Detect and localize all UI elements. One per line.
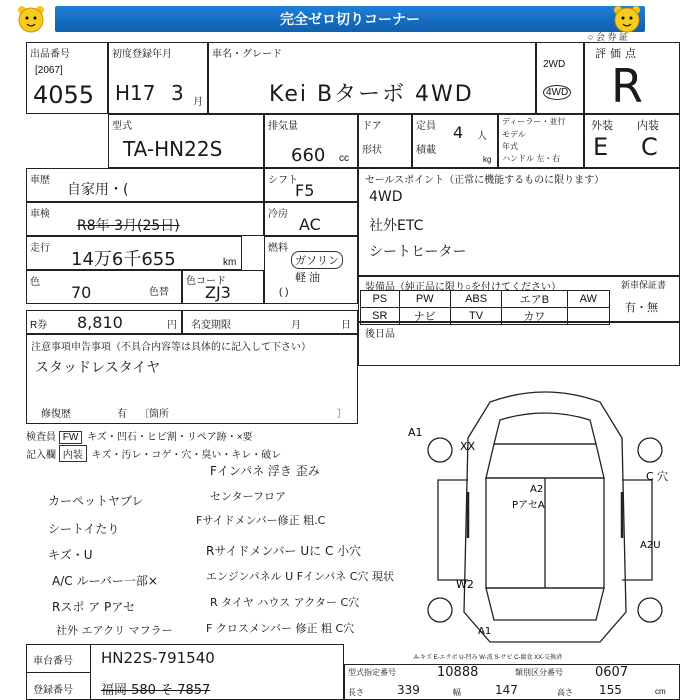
length-value: 339 [397,683,420,697]
car-windshield [486,444,604,478]
first-reg-cell [108,42,208,114]
fuel-cell [264,236,358,304]
load-unit: kg [483,155,492,164]
color-label: 色 [30,277,40,288]
color-cell [26,270,182,304]
left-note-3: キズ・U [48,548,93,562]
mark-pa: PアセA [512,500,545,511]
capacity-label: 定員 [416,121,436,132]
equipment-table [360,290,610,325]
wheel-rr [638,598,662,622]
equip-leather: カワ [502,308,567,325]
mark-a2u: A2U [640,540,661,551]
repair-close: 〕 [337,409,347,420]
inspection-cell [26,202,264,236]
notes-cell [26,334,358,424]
repair-label: 修復歴 [41,409,71,420]
bottom-left-table [26,644,344,700]
chassis-value: HN22S-791540 [101,649,215,667]
recycle-value: 8,810 [77,313,123,332]
repair-value: 有 [117,409,127,420]
mark-w2: W2 [456,578,474,591]
shift-cell [264,168,358,202]
drive-cell [536,42,584,114]
inspection-value: R8年 3月(25日) [77,218,180,234]
inspector-row [26,428,253,444]
record-items: キズ・汚レ・コゲ・穴・臭い・キレ・破レ [91,450,282,461]
capacity-value: 4 [453,123,464,142]
first-reg-month: 3 [171,81,184,105]
right-note-7: F クロスメンバー 修正 粗 C穴 [206,622,355,635]
equip-pw: PW [399,291,450,308]
inspector-label: 検査員 [26,432,56,443]
corner-stamp-text: ○ 会 券 証 [588,32,628,42]
usage-label: 車歴 [30,175,50,186]
steering-label: ハンドル 左・右 [502,154,561,163]
record-inside: 内装 [59,445,87,462]
first-reg-era: H17 [115,81,156,105]
first-reg-label: 初度登録年月 [112,49,172,60]
usage-cell [26,168,264,202]
length-label: 長さ [348,688,364,697]
equip-tv: TV [450,308,501,325]
bottom-right-table [344,664,680,700]
bear-mascot-left-icon [16,4,46,34]
new-warranty-label: 新車保証書 [621,280,667,290]
new-warranty-value: 有・無 [625,302,658,314]
car-damage-diagram [400,380,690,650]
exterior-value: E [593,133,609,161]
registration-label: 登録番号 [33,685,73,696]
displacement-label: 排気量 [268,121,298,132]
displacement-cell [264,114,358,168]
doors-cell [358,114,412,168]
width-label: 幅 [453,688,461,697]
color-code-cell [182,270,264,304]
damage-legend: A-キズ E-エクボ U-凹み W-波 S-サビ C-腐食 XX-交換済 [414,655,563,661]
class-no-label: 類別区分番号 [515,668,563,677]
color-code-value: ZJ3 [205,283,231,302]
lot-label: 出品番号 [30,49,70,60]
color-change-label: 色替 [149,287,169,298]
right-note-4: Rサイドメンバー Uに C 小穴 [206,544,362,558]
interior-value: C [641,133,658,161]
notes-label: 注意事項申告事項（不具合内容等は具体的に記入して下さい） [31,342,311,353]
left-note-5: Rスポ ア Pアセ [52,600,136,614]
car-rear-window [486,588,604,620]
shift-label: シフト [268,175,298,186]
ext-int-cell [584,114,680,168]
record-row [26,445,281,462]
right-note-3: Fサイドメンバー修正 粗.C [196,514,326,527]
displacement-value: 660 [291,145,326,166]
equip-aw: AW [567,291,609,308]
equip-abs: ABS [450,291,501,308]
load-label: 積載 [416,145,436,156]
capacity-cell [412,114,498,168]
inspection-label: 車検 [30,209,50,220]
fuel-gas: ガソリン [291,251,343,269]
wheel-fl [428,438,452,462]
dealer-cell [498,114,584,168]
mark-c-right: C 穴 [646,470,669,483]
right-note-5: エンジンパネル U Fインパネ C穴 現状 [206,570,394,583]
car-right-side [622,480,652,580]
height-value: 155 [599,683,622,697]
first-reg-month-unit: 月 [193,97,203,108]
model-year-label: モデル [502,130,526,139]
drive-4wd: 4WD [543,85,571,100]
rear-items-cell [358,322,680,366]
left-note-4: A/C ルーバー一部× [52,574,158,588]
aircon-cell [264,202,358,236]
fuel-other: ( ) [279,287,289,298]
equip-airbag: エアB [502,291,567,308]
mileage-unit: km [223,257,237,268]
left-note-6: 社外 エアクリ マフラー [56,624,173,637]
sales-point-1: 4WD [369,189,403,205]
wheel-fr [638,438,662,462]
chassis-label: 車台番号 [33,656,73,667]
equip-navi: ナビ [399,308,450,325]
repair-location: 〔箇所 [139,409,169,420]
car-left-side [438,480,468,580]
doors-label: ドア [362,121,382,132]
lot-number-cell [26,42,108,114]
record-label: 記入欄 [26,450,56,461]
drive-2wd: 2WD [543,59,566,70]
car-name-label: 車名・グレード [212,49,282,60]
recycle-unit: 円 [167,320,177,331]
right-note-1: Fインパネ 浮き 歪み [210,464,320,478]
inspector-fw: FW [59,431,83,444]
class-no-value: 0607 [595,665,629,680]
left-note-1: カーペットヤブレ [48,494,144,508]
grade-cell [584,42,680,114]
displacement-unit: cc [339,153,349,164]
registration-value: 福岡 580 そ 7857 [101,683,211,698]
aircon-label: 冷房 [268,209,288,220]
shift-value: F5 [295,181,315,200]
mark-a1-top: A1 [408,426,423,439]
grade-label: 評価点 [595,48,640,60]
interior-label: 内装 [637,120,659,132]
recycle-label: R券 [30,320,48,331]
corner-title-banner: 完全ゼロ切りコーナー [55,6,645,32]
mark-xx: XX [460,440,476,453]
mileage-value: 14万6千655 [71,249,176,270]
mileage-cell [26,236,242,270]
width-value: 147 [495,683,518,697]
grade-value: R [611,59,643,113]
dealer-label: ディーラー・並行 [502,117,566,126]
inspector-items: キズ・凹石・ヒビ割・リペア跡・×要 [87,432,253,443]
type-no-value: 10888 [437,665,479,680]
equipment-label: 装備品（純正品に限り○を付けてください） [365,282,562,293]
wheel-rl [428,598,452,622]
mark-a1-bottom: A1 [478,626,492,637]
doors-shape-label: 形状 [362,145,382,156]
mark-a2: A2 [530,484,544,495]
recycle-cell [26,310,182,334]
color-value: 70 [71,283,92,302]
height-label: 高さ [557,688,573,697]
tax-period-day: 日 [341,320,351,331]
car-hood [494,413,596,444]
sales-points-cell [358,168,680,276]
equip-ps: PS [361,291,400,308]
type-no-label: 型式指定番号 [348,668,396,677]
year-label: 年式 [502,142,518,151]
lot-sub: [2067] [35,65,63,76]
usage-value: 自家用・( [67,182,129,198]
notes-value: スタッドレスタイヤ [35,360,161,376]
lot-number: 4055 [33,81,95,109]
tax-period-label: 名変期限 [191,320,231,331]
car-name-value: Kei Bターボ 4WD [269,82,474,107]
dimension-unit: cm [655,687,666,696]
tax-period-month: 月 [291,320,301,331]
car-name-cell [208,42,536,114]
equip-sr: SR [361,308,400,325]
exterior-label: 外装 [591,120,613,132]
right-note-2: センターフロア [210,490,287,503]
model-cell [108,114,264,168]
left-note-2: シートイたり [48,522,120,536]
color-code-label: 色コード [186,276,226,287]
fuel-diesel: 軽 油 [295,272,321,284]
tax-period-cell [182,310,358,334]
fuel-label: 燃料 [268,243,288,254]
rear-items-label: 後日品 [365,329,395,340]
right-note-6: R タイヤ ハウス アクター C穴 [210,596,360,609]
capacity-unit: 人 [477,131,487,142]
model-label: 型式 [112,121,132,132]
aircon-value: AC [299,215,321,234]
sales-points-label: セールスポイント（正常に機能するものに限ります） [365,175,605,186]
mileage-label: 走行 [30,243,50,254]
model-value: TA-HN22S [123,137,223,161]
sales-point-2: 社外ETC [369,218,424,234]
sales-point-3: シートヒーター [369,244,467,260]
